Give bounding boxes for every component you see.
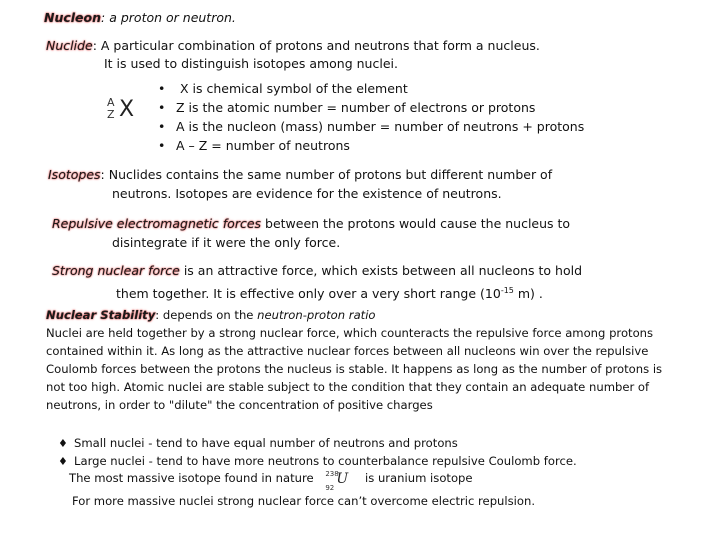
uranium-symbol: U xyxy=(336,470,349,487)
nuclide-definition xyxy=(46,38,540,54)
list-item xyxy=(158,81,408,97)
stability-heading xyxy=(46,306,376,325)
bullet-text: A is the nucleon (mass) number = number of neutrons + protons xyxy=(176,119,585,134)
note-small-nuclei xyxy=(58,434,458,454)
list-item xyxy=(158,100,535,116)
nucleon-text: : a proton or neutron. xyxy=(101,10,236,25)
note-massive-nuclei: For more massive nuclei strong nuclear force can’t overcome electric repulsion. xyxy=(72,494,536,508)
element-symbol: X xyxy=(119,97,135,122)
mass-number-symbol: A xyxy=(107,96,115,109)
stability-term: Nuclear Stability xyxy=(46,308,156,322)
strong-force-term: Strong nuclear force xyxy=(52,263,180,278)
bullet-text: X is chemical symbol of the element xyxy=(176,81,408,96)
strong-text-line2b: m) . xyxy=(513,286,543,302)
repulsive-text-line1: between the protons would cause the nucleus to xyxy=(261,216,571,231)
nuclide-notation-symbol xyxy=(104,96,144,130)
note-massive-isotope xyxy=(69,469,473,492)
repulsive-force-definition xyxy=(52,216,570,232)
nucleon-definition xyxy=(44,10,236,26)
strong-text-line1: is an attractive force, which exists between all nucleons to hold xyxy=(179,263,583,278)
bullet-dot-icon: • xyxy=(158,119,166,134)
bullet-text: Z is the atomic number = number of electrons or protons xyxy=(176,100,536,115)
range-exponent: -15 xyxy=(500,286,514,295)
nuclide-text-line1: : A particular combination of protons and neutrons that form a nucleus. xyxy=(92,38,540,53)
bullet-dot-icon: • xyxy=(158,81,166,96)
isotopes-definition xyxy=(48,167,552,183)
uranium-notation xyxy=(317,469,361,492)
diamond-bullet-icon: ♦ xyxy=(58,437,68,450)
isotopes-text-line2: neutrons. Isotopes are evidence for the existence of neutrons. xyxy=(112,186,502,201)
stability-paragraph-line: not too high. Atomic nuclei are stable subject to the condition that they contain an adequate number of xyxy=(46,380,650,394)
nuclide-term: Nuclide xyxy=(46,38,93,53)
stability-paragraph-line: neutrons, in order to "dilute" the concentration of positive charges xyxy=(46,398,433,412)
diamond-bullet-icon: ♦ xyxy=(58,455,68,468)
isotopes-term: Isotopes xyxy=(48,167,101,182)
stability-paragraph-line: Nuclei are held together by a strong nuclear force, which counteracts the repulsive force among protons xyxy=(46,326,654,340)
note-text: Large nuclei - tend to have more neutrons to counterbalance repulsive Coulomb force. xyxy=(74,454,577,468)
uranium-mass-number: 238 xyxy=(325,469,339,478)
massive-text-b: is uranium isotope xyxy=(365,471,473,485)
repulsive-term: Repulsive electromagnetic forces xyxy=(52,216,262,231)
atomic-number-symbol: Z xyxy=(107,108,115,121)
stability-paragraph-line: contained within it. As long as the attractive nuclear forces between all nucleons win over the repulsive xyxy=(46,344,649,358)
ratio-text: neutron-proton ratio xyxy=(257,308,376,322)
uranium-atomic-number: 92 xyxy=(325,483,335,492)
strong-force-definition xyxy=(52,263,582,279)
bullet-dot-icon: • xyxy=(158,100,166,115)
strong-text-line2 xyxy=(116,283,543,302)
nucleon-term: Nucleon xyxy=(44,10,102,25)
bullet-text: A – Z = number of neutrons xyxy=(176,138,350,153)
strong-text-line2a: them together. It is effective only over a very short range (10 xyxy=(116,286,501,302)
isotopes-text-line1: : Nuclides contains the same number of protons but different number of xyxy=(100,167,553,182)
bullet-dot-icon: • xyxy=(158,138,166,153)
list-item xyxy=(158,119,584,135)
repulsive-text-line2: disintegrate if it were the only force. xyxy=(112,235,341,250)
nuclide-text-line2: It is used to distinguish isotopes among nuclei. xyxy=(104,56,398,71)
stability-paragraph-line: Coulomb forces between the protons the nucleus is stable. It happens as long as the number of protons is xyxy=(46,362,663,376)
stability-colon-text: : depends on the xyxy=(155,308,258,322)
massive-text-a: The most massive isotope found in nature xyxy=(69,471,314,485)
note-text: Small nuclei - tend to have equal number of neutrons and protons xyxy=(74,436,458,450)
list-item xyxy=(158,138,350,154)
